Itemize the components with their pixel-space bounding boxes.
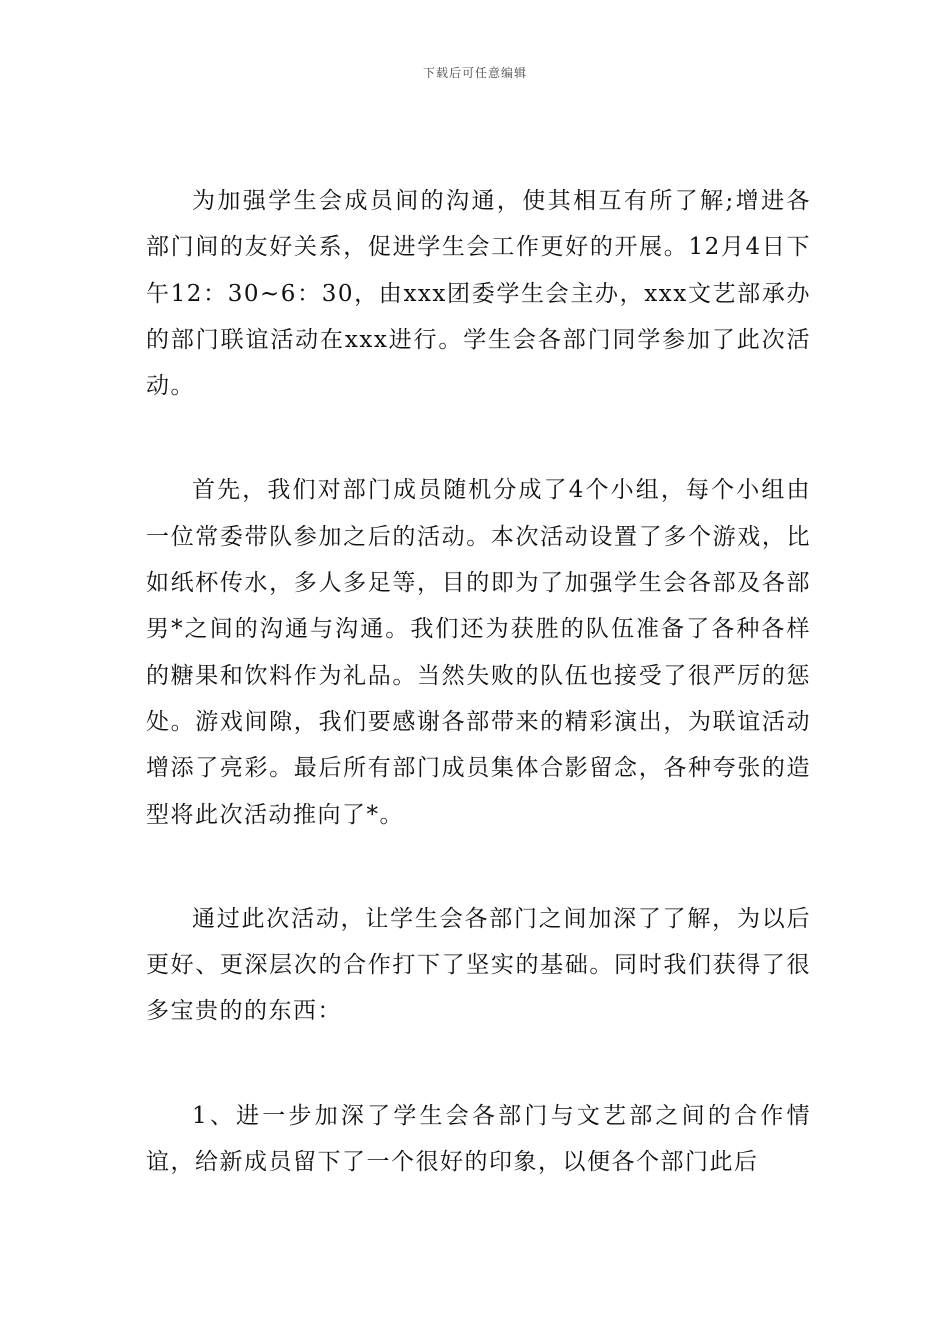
- paragraph-3: 通过此次活动，让学生会各部门之间加深了了解，为以后更好、更深层次的合作打下了坚实的基础。同时我们获得了很多宝贵的的东西：: [146, 905, 811, 1025]
- document-body: [146, 178, 811, 1243]
- paragraph-4: 1、进一步加深了学生会各部门与文艺部之间的合作情谊，给新成员留下了一个很好的印象，以便各个部门此后: [146, 1102, 811, 1176]
- page-header-note: 下载后可任意编辑: [422, 66, 527, 80]
- paragraph-2: 首先，我们对部门成员随机分成了4个小组，每个小组由一位常委带队参加之后的活动。本次活动设置了多个游戏，比如纸杯传水，多人多足等，目的即为了加强学生会各部及各部男*之间的沟通与沟通。我们还为获胜的队伍准备了各种各样的糖果和饮料作为礼品。当然失败的队伍也接受了很严厉的惩处。游戏间隙，我们要感谢各部带来的精彩演出，为联谊活动增添了亮彩。最后所有部门成员集体合影留念，各种夸张的造型将此次活动推向了*。: [146, 477, 811, 828]
- paragraph-1: 为加强学生会成员间的沟通，使其相互有所了解;增进各部门间的友好关系，促进学生会工作更好的开展。12月4日下午12：30~6：30，由xxx团委学生会主办，xxx文艺部承办的部门联谊活动在xxx进行。学生会各部门同学参加了此次活动。: [146, 188, 811, 400]
